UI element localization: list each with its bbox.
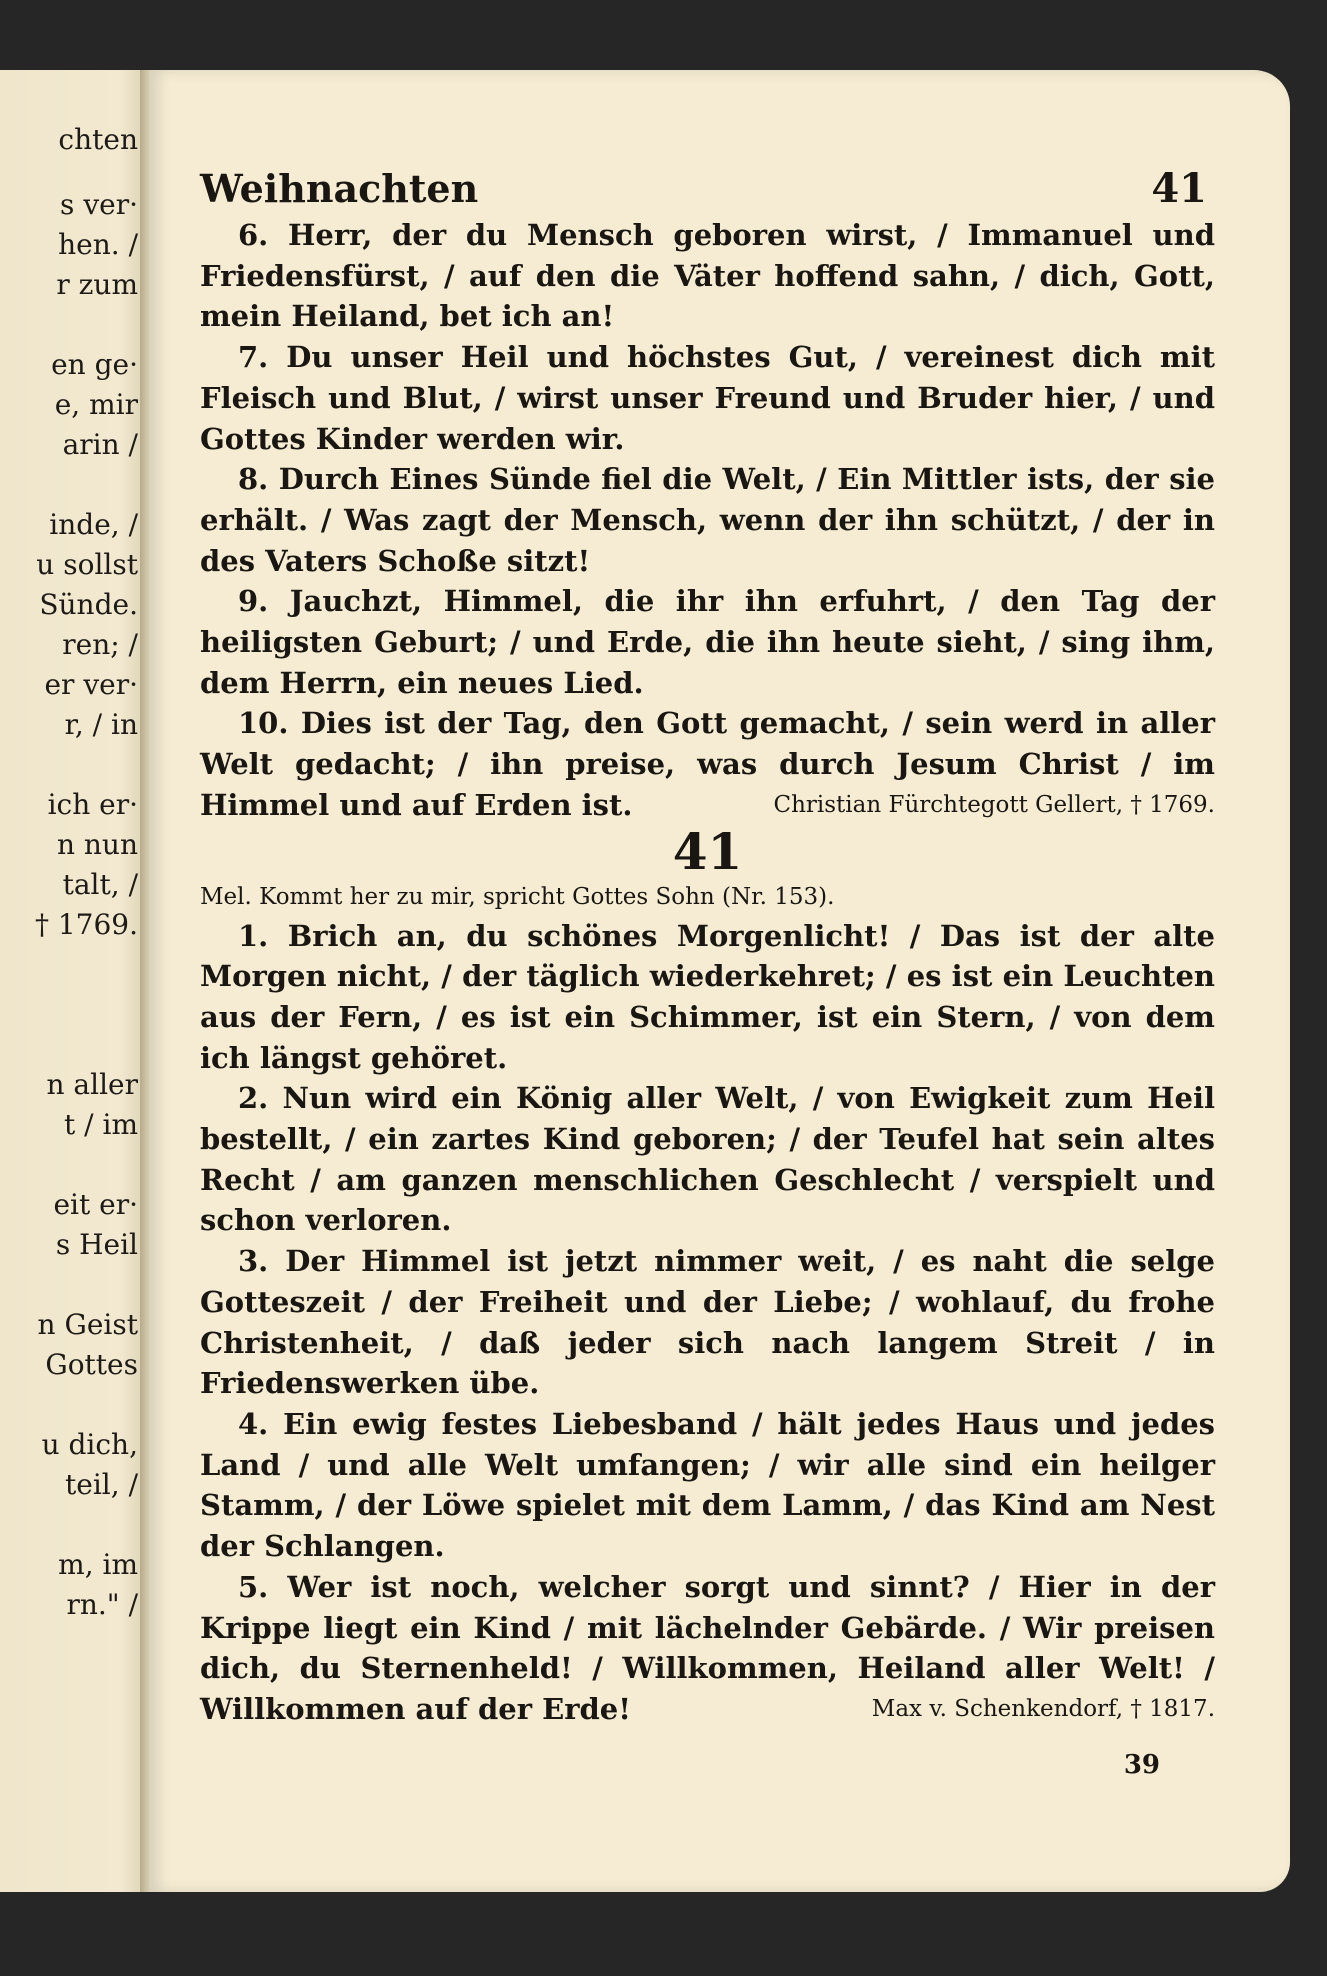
stanza: 2. Nun wird ein König aller Welt, / von Ewigkeit zum Heil bestellt, / ein zartes Kind geboren; / der Teufel hat sein altes Recht / am ganzen menschlichen Geschlecht / verspielt und schon verloren.	[200, 1081, 1215, 1238]
author-credit: Christian Fürchtegott Gellert, † 1769.	[773, 791, 1215, 818]
facing-page-fragment: Sünde.	[39, 588, 138, 621]
running-header	[200, 165, 1215, 211]
facing-page-fragment: e, mir	[54, 388, 138, 421]
facing-page-fragment: er ver·	[44, 668, 138, 701]
hymn-number: 41	[672, 821, 743, 881]
stanza: 9. Jauchzt, Himmel, die ihr ihn erfuhrt, / den Tag der heiligsten Geburt; / und Erde, die ihn heute sieht, / sing ihm, dem Herrn, ein neues Lied.	[200, 584, 1215, 700]
facing-page	[0, 70, 150, 1892]
section-title: Weihnachten	[200, 166, 479, 211]
facing-page-fragment: hen. /	[58, 228, 138, 261]
facing-page-fragment: ich er·	[47, 788, 138, 821]
facing-page-fragment: n nun	[56, 828, 138, 861]
facing-page-fragment: eit er·	[53, 1188, 138, 1221]
page-number: 39	[1123, 1750, 1160, 1780]
facing-page-fragment: chten	[58, 123, 138, 156]
facing-page-fragment: arin /	[62, 428, 138, 461]
author-credit: Max v. Schenkendorf, † 1817.	[871, 1695, 1215, 1722]
facing-page-fragment: teil, /	[65, 1468, 138, 1501]
stanza: 7. Du unser Heil und höchstes Gut, / vereinest dich mit Fleisch und Blut, / wirst unser Freund und Bruder hier, / und Gottes Kinder werden wir.	[200, 340, 1215, 456]
stanza: 3. Der Himmel ist jetzt nimmer weit, / es naht die selge Gotteszeit / der Freiheit und der Liebe; / wohlauf, du frohe Christenheit, / daß jeder sich nach langem Streit / in Friedenswerken übe.	[200, 1244, 1215, 1401]
facing-page-fragment: s Heil	[55, 1228, 138, 1261]
stanza-text: 5. Wer ist noch, welcher sorgt und sinnt? / Hier in der Krippe liegt ein Kind / mit lächelnder Gebärde. / Wir preisen dich, du Sternenheld! / Willkommen, Heiland aller Welt! / Willkommen auf der Erde!	[200, 1569, 1215, 1726]
facing-page-fragment: † 1769.	[34, 908, 138, 941]
facing-page-fragment: inde, /	[49, 508, 138, 541]
facing-page-fragment: t / im	[64, 1108, 138, 1141]
facing-page-fragment: r zum	[56, 268, 138, 301]
facing-page-fragment: en ge·	[51, 348, 138, 381]
facing-page-fragment: u dich,	[41, 1428, 138, 1461]
facing-page-fragment: ren; /	[62, 628, 138, 661]
book-page	[150, 70, 1290, 1892]
facing-page-fragment: m, im	[58, 1548, 138, 1581]
stanza: 1. Brich an, du schönes Morgenlicht! / Das ist der alte Morgen nicht, / der täglich wiederkehret; / es ist ein Leuchten aus der Fern, / es ist ein Schimmer, ist ein Stern, / von dem ich längst gehöret.	[200, 918, 1215, 1075]
facing-page-fragment: rn." /	[66, 1588, 138, 1621]
facing-page-fragment: talt, /	[62, 868, 138, 901]
page-text	[200, 165, 1215, 1730]
facing-page-fragment: u sollst	[36, 548, 138, 581]
facing-page-fragment: Gottes	[45, 1348, 138, 1381]
stanza	[200, 1567, 1215, 1730]
stanza: 8. Durch Eines Sünde fiel die Welt, / Ein Mittler ists, der sie erhält. / Was zagt der Mensch, wenn der ihn schützt, / der in des Vaters Schoße sitzt!	[200, 462, 1215, 578]
stanza	[200, 703, 1215, 825]
facing-page-fragment: r, / in	[64, 708, 138, 741]
stanza: 4. Ein ewig festes Liebesband / hält jedes Haus und jedes Land / und alle Welt umfangen; / wir alle sind ein heilger Stamm, / der Löwe spielet mit dem Lamm, / das Kind am Nest der Schlangen.	[200, 1406, 1215, 1564]
facing-page-fragment: n aller	[46, 1068, 138, 1101]
header-hymn-number: 41	[1151, 165, 1207, 212]
stanza-text: 10. Dies ist der Tag, den Gott gemacht, / sein werd in aller Welt gedacht; / ihn preise, was durch Jesum Christ / im Himmel und auf Erden ist.	[200, 706, 1215, 822]
facing-page-fragment: s ver·	[60, 188, 138, 221]
stanza: 6. Herr, der du Mensch geboren wirst, / Immanuel und Friedensfürst, / auf den die Väter hoffend sahn, / dich, Gott, mein Heiland, bet ich an!	[200, 218, 1215, 334]
facing-page-fragment: n Geist	[37, 1308, 138, 1341]
melody-note: Mel. Kommt her zu mir, spricht Gottes Sohn (Nr. 153).	[200, 883, 835, 910]
